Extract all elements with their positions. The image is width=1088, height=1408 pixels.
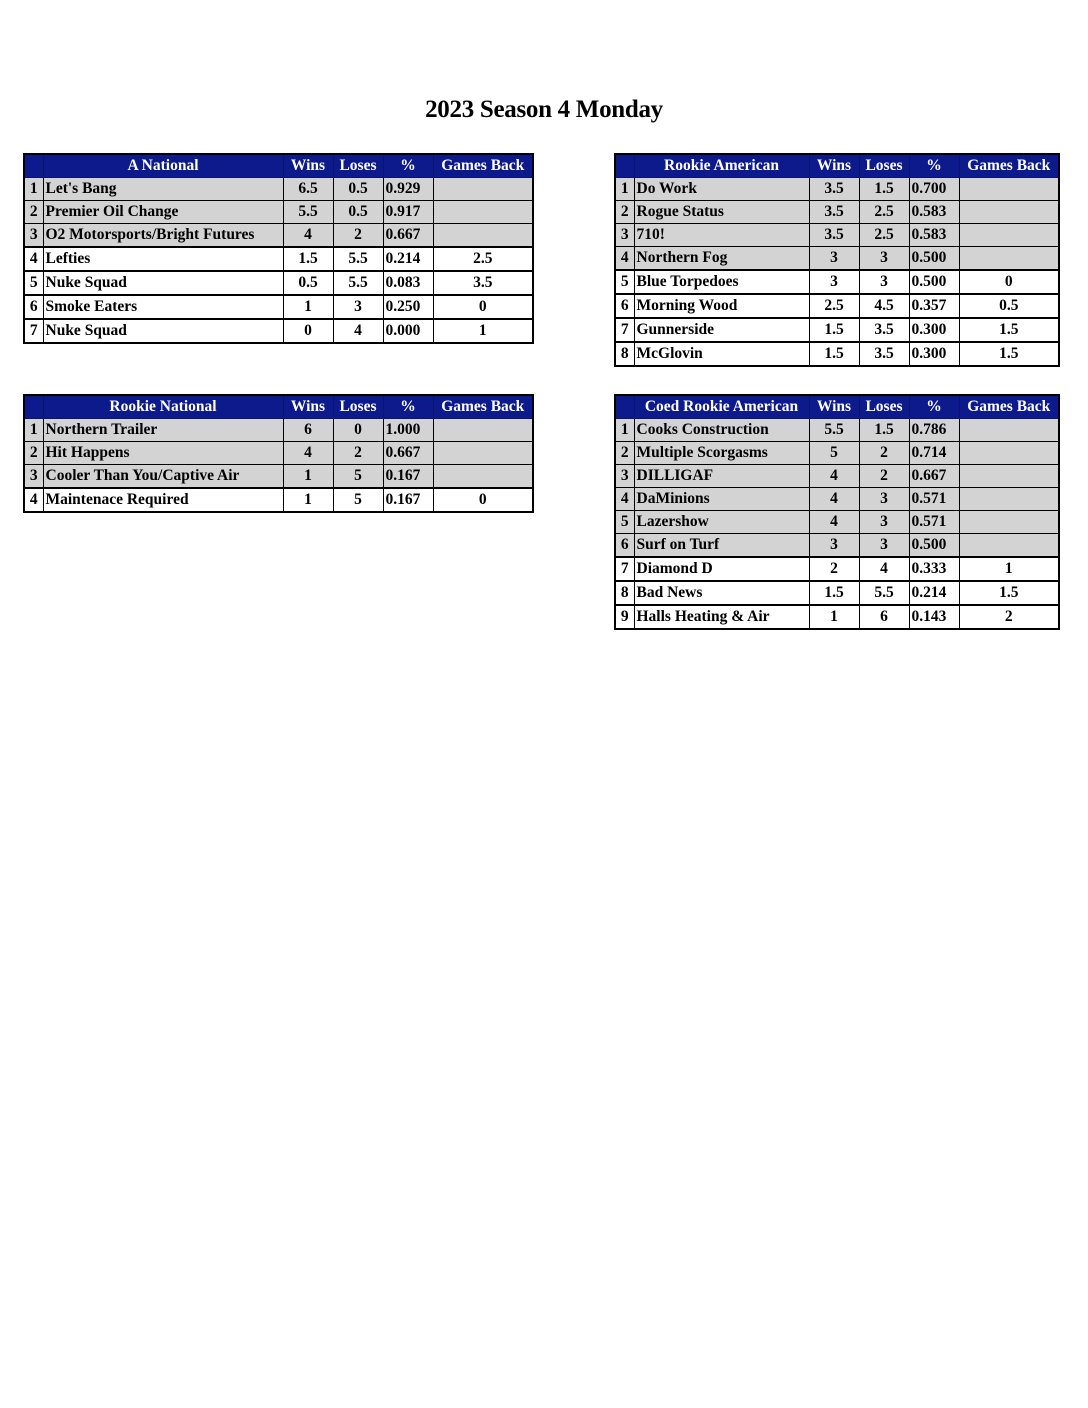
pct-header: % xyxy=(909,395,959,419)
wins-cell: 1 xyxy=(283,465,333,489)
games-back-header: Games Back xyxy=(433,154,533,178)
games-back-cell: 0 xyxy=(959,270,1059,294)
games-back-cell: 2.5 xyxy=(433,247,533,271)
team-name-cell: Nuke Squad xyxy=(43,271,283,295)
team-name-cell: Do Work xyxy=(634,178,809,201)
wins-cell: 1.5 xyxy=(809,342,859,366)
team-name-cell: Lazershow xyxy=(634,511,809,534)
standings-table-rookie-american xyxy=(614,153,1060,367)
wins-header: Wins xyxy=(283,395,333,419)
pct-cell: 0.700 xyxy=(909,178,959,201)
table-row xyxy=(24,247,533,271)
pct-cell: 0.300 xyxy=(909,318,959,342)
games-back-cell: 3.5 xyxy=(433,271,533,295)
table-row xyxy=(24,419,533,442)
rank-cell: 3 xyxy=(24,224,43,248)
games-back-cell: 1 xyxy=(433,319,533,343)
team-name-cell: Surf on Turf xyxy=(634,534,809,558)
loses-cell: 2 xyxy=(333,442,383,465)
loses-cell: 6 xyxy=(859,605,909,629)
games-back-cell xyxy=(959,419,1059,442)
loses-cell: 1.5 xyxy=(859,178,909,201)
table-header-row xyxy=(615,395,1059,419)
rank-cell: 8 xyxy=(615,342,634,366)
loses-cell: 0.5 xyxy=(333,201,383,224)
table-row xyxy=(615,511,1059,534)
rank-cell: 2 xyxy=(615,201,634,224)
games-back-cell xyxy=(433,178,533,201)
rank-cell: 7 xyxy=(615,318,634,342)
wins-cell: 1.5 xyxy=(283,247,333,271)
table-row xyxy=(24,295,533,319)
wins-cell: 1 xyxy=(283,295,333,319)
games-back-cell xyxy=(959,442,1059,465)
team-name-cell: Northern Trailer xyxy=(43,419,283,442)
games-back-cell xyxy=(433,465,533,489)
wins-cell: 4 xyxy=(809,465,859,488)
wins-cell: 3 xyxy=(809,247,859,271)
wins-cell: 6.5 xyxy=(283,178,333,201)
wins-cell: 4 xyxy=(283,224,333,248)
games-back-cell xyxy=(959,224,1059,247)
table-row xyxy=(24,319,533,343)
pct-cell: 0.250 xyxy=(383,295,433,319)
rank-cell: 2 xyxy=(24,442,43,465)
pct-header: % xyxy=(909,154,959,178)
team-name-cell: Bad News xyxy=(634,581,809,605)
loses-cell: 3 xyxy=(859,270,909,294)
rank-cell: 4 xyxy=(615,488,634,511)
wins-cell: 3 xyxy=(809,534,859,558)
pct-cell: 0.300 xyxy=(909,342,959,366)
rank-header xyxy=(24,154,43,178)
pct-header: % xyxy=(383,154,433,178)
loses-cell: 1.5 xyxy=(859,419,909,442)
games-back-cell: 0 xyxy=(433,295,533,319)
wins-cell: 6 xyxy=(283,419,333,442)
team-name-cell: Blue Torpedoes xyxy=(634,270,809,294)
loses-cell: 5.5 xyxy=(859,581,909,605)
games-back-cell xyxy=(959,534,1059,558)
table-row xyxy=(615,201,1059,224)
pct-cell: 0.571 xyxy=(909,488,959,511)
games-back-cell: 1.5 xyxy=(959,318,1059,342)
table-header-row xyxy=(615,154,1059,178)
rank-cell: 3 xyxy=(615,465,634,488)
loses-header: Loses xyxy=(859,154,909,178)
wins-cell: 1 xyxy=(283,488,333,512)
team-name-cell: Rogue Status xyxy=(634,201,809,224)
table-row xyxy=(615,342,1059,366)
table-row xyxy=(24,271,533,295)
games-back-cell xyxy=(959,201,1059,224)
table-row xyxy=(24,178,533,201)
wins-header: Wins xyxy=(283,154,333,178)
games-back-cell xyxy=(959,247,1059,271)
rank-cell: 5 xyxy=(615,511,634,534)
loses-cell: 0.5 xyxy=(333,178,383,201)
table-row xyxy=(615,419,1059,442)
pct-cell: 0.083 xyxy=(383,271,433,295)
games-back-cell: 0.5 xyxy=(959,294,1059,318)
games-back-cell xyxy=(959,178,1059,201)
games-back-cell xyxy=(433,201,533,224)
loses-cell: 5 xyxy=(333,465,383,489)
standings-table-a-national xyxy=(23,153,534,344)
table-row xyxy=(24,442,533,465)
pct-cell: 0.214 xyxy=(909,581,959,605)
loses-cell: 2.5 xyxy=(859,224,909,247)
standings-table-rookie-national xyxy=(23,394,534,513)
team-name-cell: Morning Wood xyxy=(634,294,809,318)
pct-cell: 0.786 xyxy=(909,419,959,442)
wins-cell: 2.5 xyxy=(809,294,859,318)
team-name-cell: Smoke Eaters xyxy=(43,295,283,319)
rank-cell: 1 xyxy=(24,419,43,442)
loses-cell: 5.5 xyxy=(333,247,383,271)
pct-cell: 0.357 xyxy=(909,294,959,318)
wins-cell: 4 xyxy=(283,442,333,465)
wins-cell: 3 xyxy=(809,270,859,294)
standings-table-coed-rookie-american xyxy=(614,394,1060,630)
games-back-cell: 0 xyxy=(433,488,533,512)
team-name-cell: Halls Heating & Air xyxy=(634,605,809,629)
rank-header xyxy=(615,154,634,178)
rank-header xyxy=(24,395,43,419)
pct-cell: 0.500 xyxy=(909,247,959,271)
division-name: Coed Rookie American xyxy=(634,395,809,419)
wins-cell: 1 xyxy=(809,605,859,629)
table-row xyxy=(615,488,1059,511)
loses-cell: 3.5 xyxy=(859,318,909,342)
games-back-cell xyxy=(959,465,1059,488)
pct-cell: 0.929 xyxy=(383,178,433,201)
wins-cell: 1.5 xyxy=(809,581,859,605)
games-back-cell xyxy=(959,488,1059,511)
team-name-cell: Northern Fog xyxy=(634,247,809,271)
rank-header xyxy=(615,395,634,419)
rank-cell: 6 xyxy=(615,294,634,318)
table-row xyxy=(615,442,1059,465)
table-row xyxy=(615,605,1059,629)
wins-cell: 3.5 xyxy=(809,224,859,247)
team-name-cell: O2 Motorsports/Bright Futures xyxy=(43,224,283,248)
pct-cell: 0.143 xyxy=(909,605,959,629)
rank-cell: 1 xyxy=(615,178,634,201)
loses-header: Loses xyxy=(333,395,383,419)
rank-cell: 5 xyxy=(615,270,634,294)
rank-cell: 4 xyxy=(24,247,43,271)
rank-cell: 3 xyxy=(24,465,43,489)
table-header-row xyxy=(24,395,533,419)
games-back-cell xyxy=(959,511,1059,534)
table-row xyxy=(615,557,1059,581)
loses-header: Loses xyxy=(333,154,383,178)
rank-cell: 4 xyxy=(615,247,634,271)
games-back-cell: 2 xyxy=(959,605,1059,629)
rank-cell: 1 xyxy=(24,178,43,201)
table-row xyxy=(615,224,1059,247)
team-name-cell: Maintenace Required xyxy=(43,488,283,512)
wins-cell: 4 xyxy=(809,488,859,511)
rank-cell: 5 xyxy=(24,271,43,295)
division-name: Rookie American xyxy=(634,154,809,178)
table-row xyxy=(615,247,1059,271)
rank-cell: 3 xyxy=(615,224,634,247)
team-name-cell: Lefties xyxy=(43,247,283,271)
wins-header: Wins xyxy=(809,154,859,178)
table-row xyxy=(615,318,1059,342)
wins-cell: 2 xyxy=(809,557,859,581)
games-back-cell: 1 xyxy=(959,557,1059,581)
games-back-header: Games Back xyxy=(959,395,1059,419)
division-name: A National xyxy=(43,154,283,178)
pct-cell: 0.667 xyxy=(909,465,959,488)
rank-cell: 7 xyxy=(615,557,634,581)
rank-cell: 9 xyxy=(615,605,634,629)
pct-cell: 0.333 xyxy=(909,557,959,581)
table-row xyxy=(615,534,1059,558)
table-row xyxy=(615,465,1059,488)
rank-cell: 6 xyxy=(24,295,43,319)
pct-cell: 1.000 xyxy=(383,419,433,442)
loses-cell: 4 xyxy=(333,319,383,343)
table-row xyxy=(615,294,1059,318)
rank-cell: 2 xyxy=(24,201,43,224)
games-back-header: Games Back xyxy=(959,154,1059,178)
loses-cell: 2 xyxy=(859,465,909,488)
pct-cell: 0.667 xyxy=(383,442,433,465)
table-row xyxy=(615,178,1059,201)
pct-cell: 0.167 xyxy=(383,488,433,512)
loses-cell: 3.5 xyxy=(859,342,909,366)
loses-cell: 0 xyxy=(333,419,383,442)
loses-cell: 3 xyxy=(859,534,909,558)
team-name-cell: Cooks Construction xyxy=(634,419,809,442)
wins-cell: 5.5 xyxy=(809,419,859,442)
pct-cell: 0.571 xyxy=(909,511,959,534)
team-name-cell: Hit Happens xyxy=(43,442,283,465)
table-row xyxy=(24,224,533,248)
table-header-row xyxy=(24,154,533,178)
rank-cell: 6 xyxy=(615,534,634,558)
wins-cell: 0 xyxy=(283,319,333,343)
pct-cell: 0.214 xyxy=(383,247,433,271)
loses-cell: 2.5 xyxy=(859,201,909,224)
table-row xyxy=(615,270,1059,294)
wins-cell: 0.5 xyxy=(283,271,333,295)
team-name-cell: DILLIGAF xyxy=(634,465,809,488)
pct-cell: 0.000 xyxy=(383,319,433,343)
pct-header: % xyxy=(383,395,433,419)
loses-cell: 2 xyxy=(859,442,909,465)
wins-cell: 5 xyxy=(809,442,859,465)
games-back-cell: 1.5 xyxy=(959,342,1059,366)
pct-cell: 0.714 xyxy=(909,442,959,465)
team-name-cell: Nuke Squad xyxy=(43,319,283,343)
loses-cell: 5 xyxy=(333,488,383,512)
team-name-cell: Diamond D xyxy=(634,557,809,581)
rank-cell: 2 xyxy=(615,442,634,465)
team-name-cell: McGlovin xyxy=(634,342,809,366)
rank-cell: 1 xyxy=(615,419,634,442)
team-name-cell: DaMinions xyxy=(634,488,809,511)
games-back-cell xyxy=(433,442,533,465)
rank-cell: 8 xyxy=(615,581,634,605)
team-name-cell: Let's Bang xyxy=(43,178,283,201)
team-name-cell: 710! xyxy=(634,224,809,247)
pct-cell: 0.667 xyxy=(383,224,433,248)
team-name-cell: Premier Oil Change xyxy=(43,201,283,224)
team-name-cell: Multiple Scorgasms xyxy=(634,442,809,465)
wins-header: Wins xyxy=(809,395,859,419)
loses-header: Loses xyxy=(859,395,909,419)
rank-cell: 4 xyxy=(24,488,43,512)
table-row xyxy=(24,488,533,512)
wins-cell: 1.5 xyxy=(809,318,859,342)
games-back-cell xyxy=(433,419,533,442)
team-name-cell: Cooler Than You/Captive Air xyxy=(43,465,283,489)
loses-cell: 4.5 xyxy=(859,294,909,318)
pct-cell: 0.583 xyxy=(909,201,959,224)
rank-cell: 7 xyxy=(24,319,43,343)
games-back-header: Games Back xyxy=(433,395,533,419)
table-row xyxy=(615,581,1059,605)
wins-cell: 5.5 xyxy=(283,201,333,224)
pct-cell: 0.167 xyxy=(383,465,433,489)
loses-cell: 3 xyxy=(333,295,383,319)
pct-cell: 0.583 xyxy=(909,224,959,247)
loses-cell: 3 xyxy=(859,511,909,534)
pct-cell: 0.500 xyxy=(909,534,959,558)
loses-cell: 4 xyxy=(859,557,909,581)
pct-cell: 0.500 xyxy=(909,270,959,294)
loses-cell: 5.5 xyxy=(333,271,383,295)
division-name: Rookie National xyxy=(43,395,283,419)
team-name-cell: Gunnerside xyxy=(634,318,809,342)
page-title: 2023 Season 4 Monday xyxy=(425,96,663,123)
loses-cell: 3 xyxy=(859,488,909,511)
games-back-cell: 1.5 xyxy=(959,581,1059,605)
loses-cell: 3 xyxy=(859,247,909,271)
loses-cell: 2 xyxy=(333,224,383,248)
wins-cell: 3.5 xyxy=(809,201,859,224)
pct-cell: 0.917 xyxy=(383,201,433,224)
table-row xyxy=(24,201,533,224)
wins-cell: 4 xyxy=(809,511,859,534)
wins-cell: 3.5 xyxy=(809,178,859,201)
games-back-cell xyxy=(433,224,533,248)
table-row xyxy=(24,465,533,489)
